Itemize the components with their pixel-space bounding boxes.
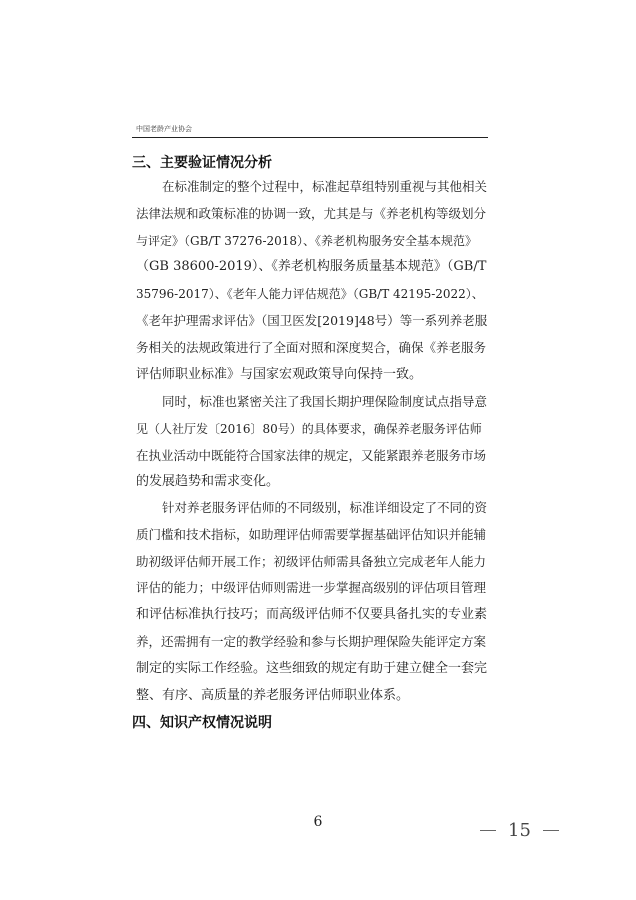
text-line: （GB 38600-2019）、《养老机构服务质量基本规范》（GB/T bbox=[136, 259, 487, 275]
section-3-heading: 三、主要验证情况分析 bbox=[132, 155, 272, 171]
text-line: 评估的能力；中级评估师则需进一步掌握高级别的评估项目管理 bbox=[136, 580, 487, 596]
text-line: 评估师职业标准》与国家宏观政策导向保持一致。 bbox=[136, 366, 423, 382]
text-line: 法律法规和政策标准的协调一致，尤其是与《养老机构等级划分 bbox=[136, 205, 487, 221]
text-line: 助初级评估师开展工作；初级评估师需具备独立完成老年人能力 bbox=[136, 553, 487, 569]
paragraph-1 bbox=[136, 174, 488, 388]
text-line: 和评估标准执行技巧；而高级评估师不仅要具备扎实的专业素 bbox=[136, 607, 488, 623]
text-line: 整、有序、高质量的养老服务评估师职业体系。 bbox=[136, 687, 410, 703]
footer-page-indicator bbox=[480, 820, 559, 841]
paragraph-3 bbox=[136, 495, 488, 709]
header-divider bbox=[132, 137, 488, 138]
text-line: 同时，标准也紧密关注了我国长期护理保险制度试点指导意 bbox=[162, 394, 488, 409]
text-line: 35796-2017）、《老年人能力评估规范》（GB/T 42195-2022）、 bbox=[136, 287, 484, 302]
text-line: 针对养老服务评估师的不同级别，标准详细设定了不同的资 bbox=[162, 500, 488, 515]
text-line: 的发展趋势和需求变化。 bbox=[136, 474, 280, 490]
text-line: 《老年护理需求评估》（国卫医发[2019]48号）等一系列养老服 bbox=[136, 312, 488, 328]
footer-dash-right bbox=[543, 830, 559, 831]
text-line: 养，还需拥有一定的教学经验和参与长期护理保险失能评定方案 bbox=[136, 633, 487, 649]
text-line: 在标准制定的整个过程中，标准起草组特别重视与其他相关 bbox=[162, 179, 488, 194]
page-number: 6 bbox=[313, 814, 323, 830]
text-line: 与评定》（GB/T 37276-2018）、《养老机构服务安全基本规范》 bbox=[136, 233, 478, 248]
text-line: 质门槛和技术指标，如助理评估师需要掌握基础评估知识并能辅 bbox=[136, 526, 487, 542]
section-4-heading: 四、知识产权情况说明 bbox=[132, 715, 272, 731]
footer-page-number: 15 bbox=[508, 820, 531, 841]
text-line: 制定的实际工作经验。这些细致的规定有助于建立健全一套完 bbox=[136, 660, 488, 676]
footer-dash-left bbox=[480, 830, 496, 831]
text-line: 见（人社厅发〔2016〕80号）的具体要求，确保养老服务评估师 bbox=[136, 421, 482, 436]
text-line: 务相关的法规政策进行了全面对照和深度契合，确保《养老服务 bbox=[136, 339, 487, 355]
text-line: 在执业活动中既能符合国家法律的规定，又能紧跟养老服务市场 bbox=[136, 447, 487, 463]
paragraph-2 bbox=[136, 389, 488, 496]
header-organization: 中国老龄产业协会 bbox=[136, 125, 192, 133]
